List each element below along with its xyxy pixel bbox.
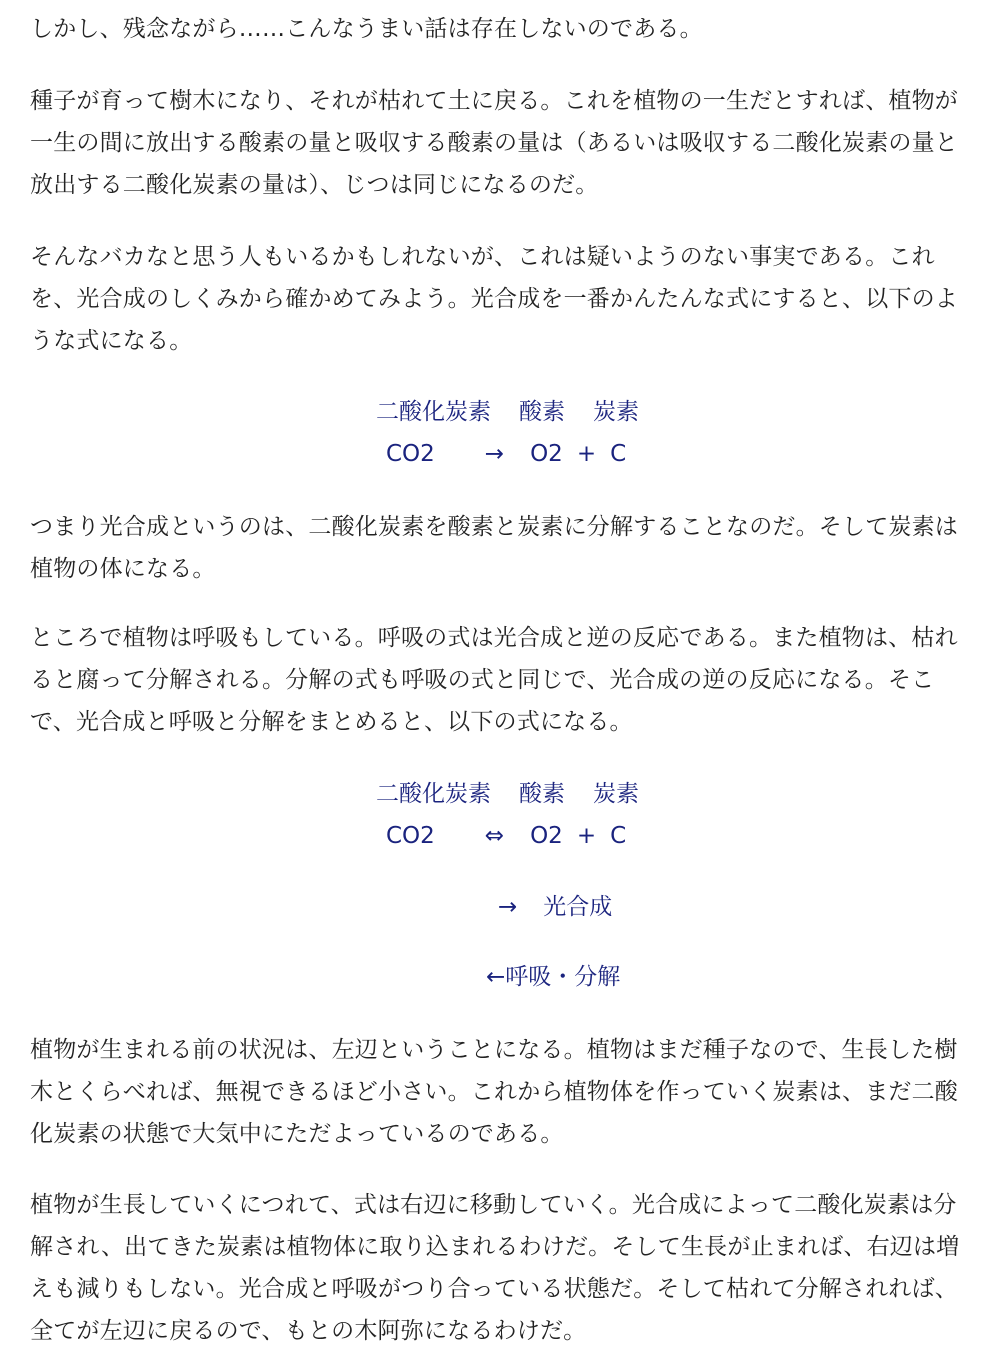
formula2-rhs-c: C [610, 823, 627, 849]
formula2-forward-label: 光合成 [543, 894, 613, 920]
formula1-rhs-c: C [610, 441, 627, 467]
paragraph-respiration: ところで植物は呼吸もしている。呼吸の式は光合成と逆の反応である。また植物は、枯れると腐って分解される。分解の式も呼吸の式と同じで、光合成の逆の反応になる。そこで、光合成と呼吸と分解をまとめると、以下の式になる。 [30, 625, 958, 735]
paragraph-life-cycle: 種子が育って樹木になり、それが枯れて土に戻る。これを植物の一生だとすれば、植物が一生の間に放出する酸素の量と吸収する酸素の量は（あるいは吸収する二酸化炭素の量と放出する二酸化炭素の量は）、じつは同じになるのだ。 [30, 88, 959, 198]
formula1-name-co2: 二酸化炭素 [376, 399, 491, 425]
paragraph-photosynthesis-meaning: つまり光合成というのは、二酸化炭素を酸素と炭素に分解することなのだ。そして炭素は植物の体になる。 [30, 514, 958, 582]
formula2-equation-row [386, 815, 626, 857]
formula1-equation-row [386, 433, 626, 475]
formula2-rhs-o2: O2 [530, 823, 563, 849]
formula2-name-c: 炭素 [593, 781, 639, 807]
formula1-rhs-o2: O2 [530, 441, 563, 467]
formula2-arrow: ⇔ [484, 823, 505, 849]
paragraph-intro: しかし、残念ながら……こんなうまい話は存在しないのである。 [30, 16, 703, 42]
formula2-reverse-note: ←呼吸・分解 [486, 964, 621, 990]
formula1-name-o2: 酸素 [519, 399, 565, 425]
paragraph-photosynthesis-intro: そんなバカなと思う人もいるかもしれないが、これは疑いようのない事実である。これを、光合成のしくみから確かめてみよう。光合成を一番かんたんな式にすると、以下のような式になる。 [30, 244, 958, 354]
formula2-lhs: CO2 [386, 823, 435, 849]
formula1-arrow: → [484, 441, 505, 467]
formula1-names-row [376, 391, 639, 433]
formula2-forward-note [498, 886, 612, 928]
paragraph-before-birth: 植物が生まれる前の状況は、左辺ということになる。植物はまだ種子なので、生長した樹木とくらべれば、無視できるほど小さい。これから植物体を作っていく炭素は、まだ二酸化炭素の状態で大気中にただよっているのである。 [30, 1037, 958, 1147]
formula1-name-c: 炭素 [593, 399, 639, 425]
formula2-plus: + [576, 823, 597, 849]
formula2-name-o2: 酸素 [519, 781, 565, 807]
paragraph-growth-and-decay: 植物が生長していくにつれて、式は右辺に移動していく。光合成によって二酸化炭素は分解され、出てきた炭素は植物体に取り込まれるわけだ。そして生長が止まれば、右辺は増えも減りもしない。光合成と呼吸がつり合っている状態だ。そして枯れて分解されれば、全てが左辺に戻るので、もとの木阿弥になるわけだ。 [30, 1192, 960, 1344]
formula1-lhs: CO2 [386, 441, 435, 467]
formula1-plus: + [576, 441, 597, 467]
formula2-names-row [376, 773, 639, 815]
formula2-name-co2: 二酸化炭素 [376, 781, 491, 807]
formula2-forward-arrow: → [498, 894, 518, 920]
